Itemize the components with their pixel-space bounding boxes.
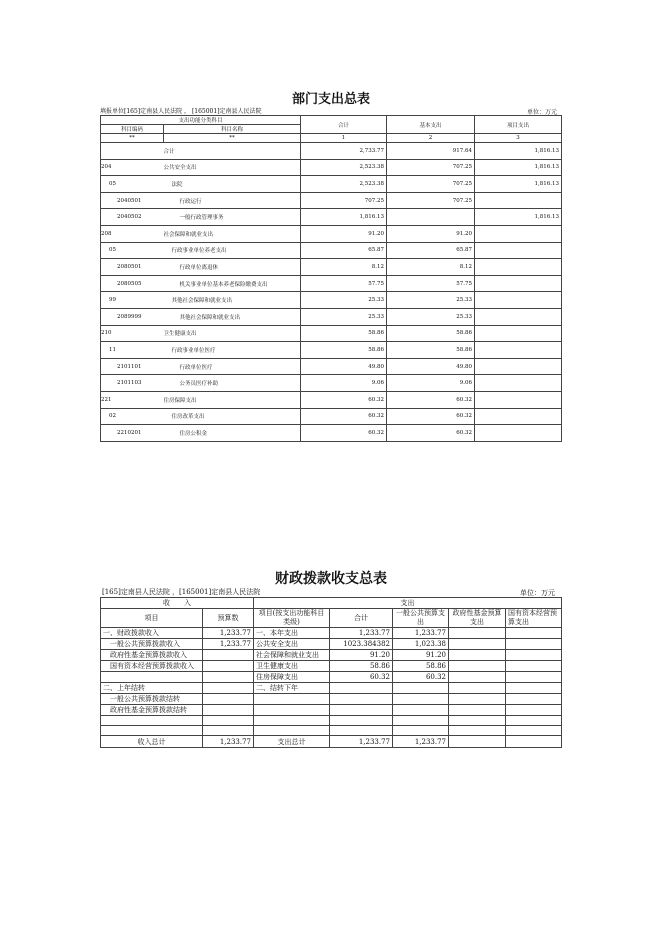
header-col-3: 3 (475, 134, 562, 143)
row-code: 2080505 (101, 275, 164, 292)
income-amount (203, 683, 254, 694)
row-project: 1,816.13 (475, 159, 562, 176)
row-name: 行政运行 (164, 192, 301, 209)
row-project (475, 242, 562, 259)
header-col-2: 2 (387, 134, 475, 143)
row-code: 2210201 (101, 425, 164, 442)
header-project: 项目支出 (475, 116, 562, 134)
expense-total: 60.32 (330, 672, 393, 683)
income-item: 国有资本经营预算拨款收入 (101, 661, 203, 672)
expense-state-capital (506, 661, 562, 672)
empty-cell (506, 736, 562, 748)
row-basic: 57.75 (387, 275, 475, 292)
expense-general: 1,023.38 (393, 639, 449, 650)
row-total: 1,816.13 (301, 209, 387, 226)
row-project (475, 275, 562, 292)
row-total: 65.87 (301, 242, 387, 259)
expense-gov-fund (449, 694, 506, 705)
header-col-1: 1 (301, 134, 387, 143)
expense-state-capital (506, 672, 562, 683)
row-basic: 25.33 (387, 308, 475, 325)
expense-item: 公共安全支出 (254, 639, 330, 650)
total-row (101, 736, 562, 748)
header-exp-item: 项目(按支出功能科目类级) (254, 609, 330, 628)
row-name: 一般行政管理事务 (164, 209, 301, 226)
row-name: 行政单位离退休 (164, 259, 301, 276)
header-name: 科目名称 (164, 125, 301, 134)
header-total: 合计 (301, 116, 387, 134)
row-total: 49.80 (301, 358, 387, 375)
row-project (475, 391, 562, 408)
reporting-unit: 填报单位[165]定南县人民法院 ， [165001]定南县人民法院 (100, 108, 262, 115)
income-amount (203, 705, 254, 716)
table-row (101, 628, 562, 639)
row-project (475, 358, 562, 375)
row-project (475, 375, 562, 392)
row-project (475, 308, 562, 325)
unit-label: 单位：万元 (527, 109, 558, 116)
row-project (475, 192, 562, 209)
row-total: 60.32 (301, 425, 387, 442)
row-project (475, 225, 562, 242)
row-total: 25.33 (301, 308, 387, 325)
table-row (101, 694, 562, 705)
table-row (101, 716, 562, 726)
row-project: 1,816.13 (475, 176, 562, 193)
header-budget: 预算数 (203, 609, 254, 628)
expense-item: 二、结转下年 (254, 683, 330, 694)
row-name: 法院 (164, 176, 301, 193)
row-name: 住房改革支出 (164, 408, 301, 425)
row-name: 住房公积金 (164, 425, 301, 442)
header-expense: 支出 (254, 598, 562, 609)
expense-item: 卫生健康支出 (254, 661, 330, 672)
table-row (101, 292, 562, 309)
row-total: 58.86 (301, 325, 387, 342)
table-row (101, 209, 562, 226)
expense-item (254, 705, 330, 716)
expense-gov-fund (449, 628, 506, 639)
expense-general (393, 694, 449, 705)
income-item: 政府性基金预算拨款结转 (101, 705, 203, 716)
row-basic: 707.25 (387, 192, 475, 209)
expense-total-amount: 1,233.77 (330, 736, 393, 748)
income-item: 二、上年结转 (101, 683, 203, 694)
row-basic: 91.20 (387, 225, 475, 242)
row-total: 9.06 (301, 375, 387, 392)
row-total: 707.25 (301, 192, 387, 209)
row-project (475, 292, 562, 309)
table-row (101, 661, 562, 672)
expense-item: 一、本年支出 (254, 628, 330, 639)
table-row (101, 242, 562, 259)
dept-expense-title: 部门支出总表 (291, 92, 370, 107)
expense-general-total: 1,233.77 (393, 736, 449, 748)
row-name: 行政单位医疗 (164, 358, 301, 375)
header-state-capital: 国有资本经营预算支出 (506, 609, 562, 628)
expense-general (393, 683, 449, 694)
row-code: 02 (101, 408, 164, 425)
expense-state-capital (506, 683, 562, 694)
income-total-amount: 1,233.77 (203, 736, 254, 748)
header-gov-fund: 政府性基金预算支出 (449, 609, 506, 628)
table-row (101, 672, 562, 683)
dept-expense-table (100, 115, 562, 442)
row-code: 99 (101, 292, 164, 309)
row-total: 2,523.38 (301, 176, 387, 193)
table-header-row (101, 598, 562, 609)
row-name: 行政事业单位养老支出 (164, 242, 301, 259)
row-code: 11 (101, 342, 164, 359)
row-name: 合计 (164, 143, 301, 160)
row-total: 2,733.77 (301, 143, 387, 160)
row-project: 1,816.13 (475, 209, 562, 226)
expense-total: 91.20 (330, 650, 393, 661)
expense-total (330, 705, 393, 716)
expense-gov-fund (449, 639, 506, 650)
row-code: 2040502 (101, 209, 164, 226)
row-name: 公务员医疗补助 (164, 375, 301, 392)
row-total: 2,523.38 (301, 159, 387, 176)
row-total: 91.20 (301, 225, 387, 242)
expense-total: 1,233.77 (330, 628, 393, 639)
header-income: 收 入 (101, 598, 254, 609)
row-basic: 25.33 (387, 292, 475, 309)
expense-gov-fund (449, 683, 506, 694)
header-code: 科目编码 (101, 125, 164, 134)
row-basic: 60.32 (387, 425, 475, 442)
row-code: 05 (101, 242, 164, 259)
expense-gov-fund (449, 650, 506, 661)
header-func-class: 支出功能分类科目 (101, 116, 301, 125)
row-code: 2101101 (101, 358, 164, 375)
row-basic: 60.32 (387, 408, 475, 425)
table-row (101, 408, 562, 425)
row-project (475, 408, 562, 425)
table-row (101, 705, 562, 716)
table-row (101, 143, 562, 160)
row-basic: 707.25 (387, 176, 475, 193)
table-header-row (101, 116, 562, 125)
expense-gov-fund (449, 672, 506, 683)
row-code: 05 (101, 176, 164, 193)
row-code: 2089999 (101, 308, 164, 325)
income-item: 一般公共预算拨款收入 (101, 639, 203, 650)
row-code: 2101103 (101, 375, 164, 392)
row-code: 208 (101, 225, 164, 242)
table-row (101, 391, 562, 408)
row-name: 其他社会保障和就业支出 (164, 308, 301, 325)
header-star-code: ** (101, 134, 164, 143)
income-amount (203, 661, 254, 672)
row-total: 25.33 (301, 292, 387, 309)
table-row (101, 375, 562, 392)
table-row (101, 225, 562, 242)
header-general: 一般公共预算支出 (393, 609, 449, 628)
income-item (101, 672, 203, 683)
expense-general (393, 705, 449, 716)
row-project (475, 325, 562, 342)
expense-total-label: 支出总计 (254, 736, 330, 748)
row-name: 卫生健康支出 (164, 325, 301, 342)
expense-total: 58.86 (330, 661, 393, 672)
row-code (101, 143, 164, 160)
expense-state-capital (506, 628, 562, 639)
row-name: 行政事业单位医疗 (164, 342, 301, 359)
table-row (101, 176, 562, 193)
expense-general: 58.86 (393, 661, 449, 672)
table-row (101, 358, 562, 375)
row-basic: 58.86 (387, 342, 475, 359)
fiscal-summary-table (100, 597, 562, 748)
expense-gov-fund (449, 705, 506, 716)
row-code: 2080501 (101, 259, 164, 276)
fiscal-summary-title: 财政拨款收支总表 (275, 571, 387, 587)
reporting-unit-2: [165]定南县人民法院 ，[165001]定南县人民法院 (102, 588, 261, 596)
row-basic: 49.80 (387, 358, 475, 375)
row-name: 公共安全支出 (164, 159, 301, 176)
table-row (101, 159, 562, 176)
expense-item: 社会保障和就业支出 (254, 650, 330, 661)
expense-gov-fund (449, 661, 506, 672)
table-row (101, 683, 562, 694)
table-row (101, 726, 562, 736)
unit-label-2: 单位：万元 (520, 589, 555, 597)
income-amount (203, 650, 254, 661)
expense-item: 住房保障支出 (254, 672, 330, 683)
expense-state-capital (506, 639, 562, 650)
row-total: 58.86 (301, 342, 387, 359)
row-name: 住房保障支出 (164, 391, 301, 408)
row-project (475, 259, 562, 276)
table-row (101, 425, 562, 442)
income-item: 一、财政拨款收入 (101, 628, 203, 639)
row-code: 221 (101, 391, 164, 408)
income-amount (203, 694, 254, 705)
expense-total: 1023.384382 (330, 639, 393, 650)
row-project (475, 425, 562, 442)
table-row (101, 325, 562, 342)
expense-total (330, 694, 393, 705)
header-star-name: ** (164, 134, 301, 143)
row-project: 1,816.13 (475, 143, 562, 160)
row-total: 8.12 (301, 259, 387, 276)
row-total: 60.32 (301, 391, 387, 408)
row-total: 60.32 (301, 408, 387, 425)
header-total: 合计 (330, 609, 393, 628)
expense-item (254, 694, 330, 705)
row-project (475, 342, 562, 359)
income-amount: 1,233.77 (203, 639, 254, 650)
row-basic: 9.06 (387, 375, 475, 392)
row-basic (387, 209, 475, 226)
expense-total (330, 683, 393, 694)
expense-general: 1,233.77 (393, 628, 449, 639)
row-basic: 707.25 (387, 159, 475, 176)
empty-cell (449, 736, 506, 748)
income-item: 一般公共预算拨款结转 (101, 694, 203, 705)
row-basic: 8.12 (387, 259, 475, 276)
table-row (101, 192, 562, 209)
row-code: 210 (101, 325, 164, 342)
table-row (101, 342, 562, 359)
row-basic: 60.32 (387, 391, 475, 408)
row-total: 57.75 (301, 275, 387, 292)
row-name: 社会保障和就业支出 (164, 225, 301, 242)
expense-general: 60.32 (393, 672, 449, 683)
header-item: 项目 (101, 609, 203, 628)
expense-state-capital (506, 650, 562, 661)
expense-state-capital (506, 705, 562, 716)
row-basic: 58.86 (387, 325, 475, 342)
row-basic: 65.87 (387, 242, 475, 259)
row-code: 204 (101, 159, 164, 176)
table-row (101, 259, 562, 276)
row-name: 其他社会保障和就业支出 (164, 292, 301, 309)
table-row (101, 639, 562, 650)
income-amount (203, 672, 254, 683)
table-header-row (101, 134, 562, 143)
table-header-row (101, 609, 562, 628)
expense-general: 91.20 (393, 650, 449, 661)
table-row (101, 275, 562, 292)
income-amount: 1,233.77 (203, 628, 254, 639)
header-basic: 基本支出 (387, 116, 475, 134)
row-name: 机关事业单位基本养老保险缴费支出 (164, 275, 301, 292)
income-total-label: 收入总计 (101, 736, 203, 748)
row-basic: 917.64 (387, 143, 475, 160)
table-row (101, 308, 562, 325)
income-item: 政府性基金预算拨款收入 (101, 650, 203, 661)
expense-state-capital (506, 694, 562, 705)
table-row (101, 650, 562, 661)
row-code: 2040501 (101, 192, 164, 209)
